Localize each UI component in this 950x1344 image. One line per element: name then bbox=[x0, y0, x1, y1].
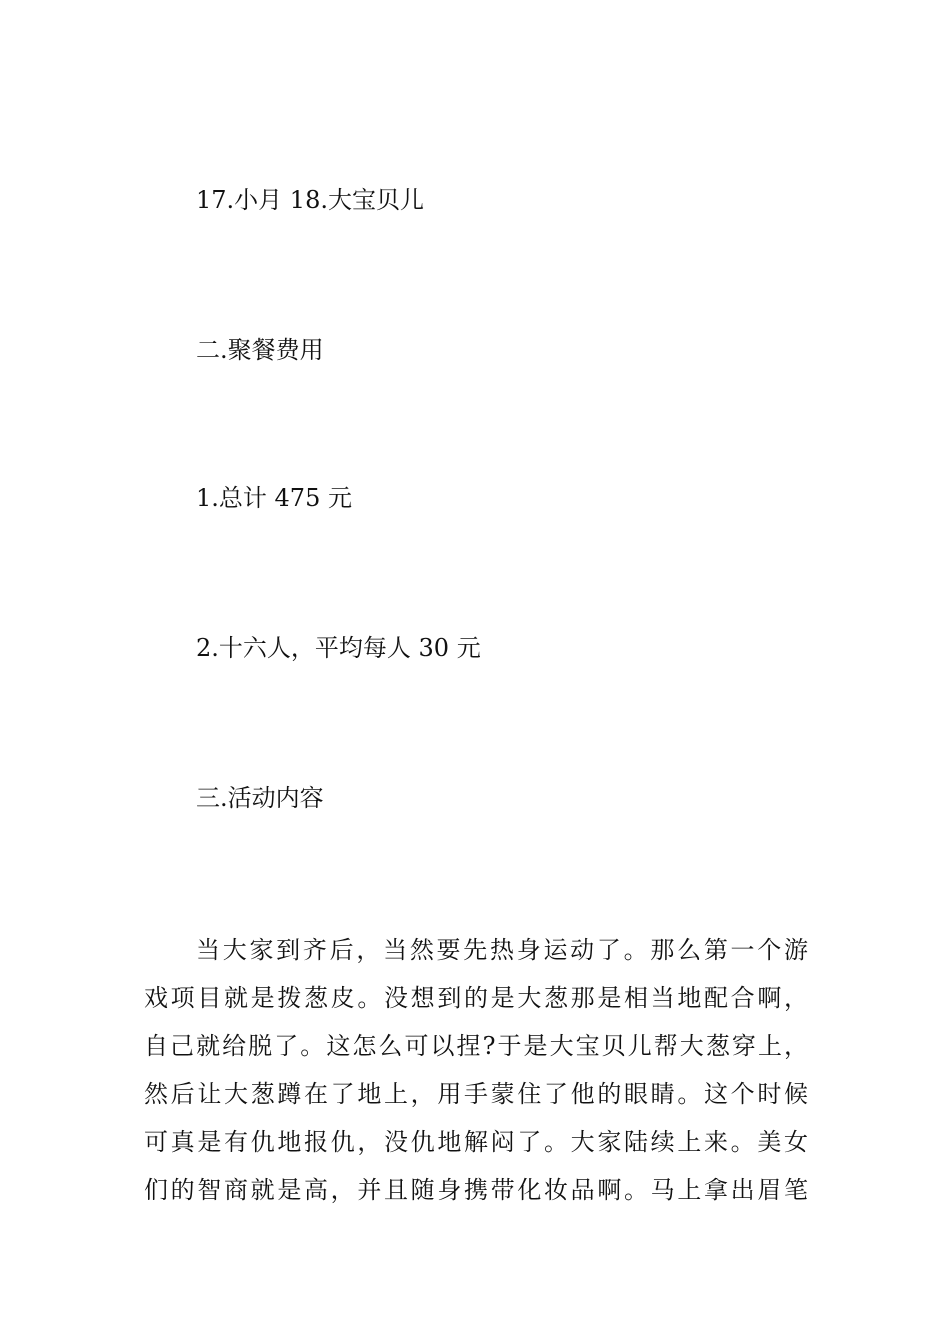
paragraph-line: 自己就给脱了。这怎么可以捏?于是大宝贝儿帮大葱穿上， bbox=[144, 1032, 808, 1060]
paragraph-line: 戏项目就是拨葱皮。没想到的是大葱那是相当地配合啊， bbox=[144, 984, 808, 1012]
cost-per-person-item: 2.十六人，平均每人 30 元 bbox=[196, 634, 481, 662]
section-heading-dining-cost: 二.聚餐费用 bbox=[196, 336, 324, 364]
cost-total-item: 1.总计 475 元 bbox=[196, 484, 352, 512]
paragraph-line: 们的智商就是高，并且随身携带化妆品啊。马上拿出眉笔 bbox=[144, 1176, 808, 1204]
section-heading-activities: 三.活动内容 bbox=[196, 784, 324, 812]
activity-paragraph bbox=[144, 926, 808, 1214]
paragraph-line: 然后让大葱蹲在了地上，用手蒙住了他的眼睛。这个时候 bbox=[144, 1080, 808, 1108]
list-item-names: 17.小月 18.大宝贝儿 bbox=[196, 186, 424, 214]
paragraph-line: 可真是有仇地报仇，没仇地解闷了。大家陆续上来。美女 bbox=[144, 1128, 808, 1156]
paragraph-line: 当大家到齐后，当然要先热身运动了。那么第一个游 bbox=[196, 936, 808, 964]
